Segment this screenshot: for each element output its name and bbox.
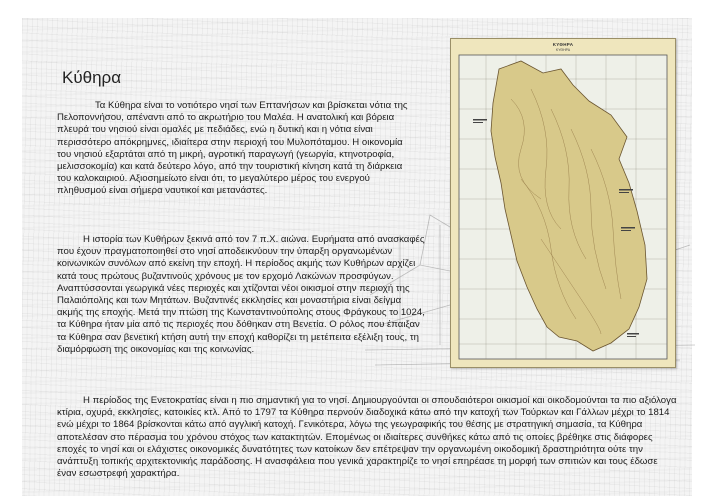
island-map-drawing	[451, 39, 675, 367]
paragraph-venetian-period: Η περίοδος της Ενετοκρατίας είναι η πιο σημαντική για το νησί. Δημιουργούνται οι σπουδαιότεροι οικισμοί και οικοδομούνται τα πιο αξιόλογα κτίρια, οχυρά, εκκλησίες, κατοικίες κτλ. Από το 1797 τα Κύθηρα περνούν διαδοχικά κάτω από την κατοχή των Τούρκων και Γάλλων μέχρι το 1814 ενώ μέχρι το 1864 βρίσκονται κάτω από αγγλική κατοχή. Γενικότερα, λόγω της γεωγραφικής του θέσης με στρατηγική σημασία, τα Κύθηρα αποτελέσαν στο πέρασμα του χρόνου στόχος των κατακτητών. Επομένως οι ιδιαίτερες συνθήκες κάτω από τις οποίες βρέθηκε στις διάφορες εποχές το νησί και οι ελάχιστες οικονομικές δυνατότητες των κατοίκων δεν επέτρεψαν την οργανωμένη οικοδομική δραστηριότητα ούτε την ανάπτυξη τοπικής αρχιτεκτονικής παράδοσης. Η ανασφάλεια που γενικά χαρακτηρίζε το νησί επηρέασε τη μορφή των σπιτιών και τους έδωσε έναν εσωστρεφή χαρακτήρα.	[57, 395, 677, 480]
island-map	[450, 38, 676, 368]
map-subtitle: ΚΥΘΗΡΑ	[555, 48, 571, 52]
page-title: Κύθηρα	[62, 68, 122, 87]
map-title: ΚΥΘΗΡΑ	[552, 42, 574, 47]
paragraph-intro: Τα Κύθηρα είναι το νοτιότερο νησί των Επτανήσων και βρίσκεται νότια της Πελοποννήσου, απέναντι από το ακρωτήριο του Μαλέα. Η ανατολική και βόρεια πλευρά του νησιού είναι ομαλές με πεδιάδες, ενώ η δυτική και η νότια είναι περισσότερο απόκρημνες, ιδιαίτερα στην περιοχή του Μυλοπόταμου. Η οικονομία του νησιού εξαρτάται από τη μικρή, αγροτική παραγωγή (γεωργία, κτηνοτροφία, μελισσοκομία) και κατά δεύτερο λόγο, από την τουριστική κίνηση κατά τη διάρκεια του καλοκαιριού. Αξιοσημείωτο είναι ότι, το μεγαλύτερο μέρος του ενεργού πληθυσμού είναι σήμερα ναυτικοί και μετανάστες.	[57, 100, 408, 197]
paragraph-history: Η ιστορία των Κυθήρων ξεκινά από τον 7 π.Χ. αιώνα. Ευρήματα από ανασκαφές που έχουν πραγματοποιηθεί στο νησί αποδεικνύουν την ύπαρξη οργανωμένων κοινωνικών συνόλων από εκείνη την εποχή. Η περίοδος ακμής των Κυθήρων αρχίζει κατά τους πρώτους βυζαντινούς χρόνους με τον ερχομό Λακώνων προσφύγων. Αναπτύσσονται γεωργικά νέες περιοχές και χτίζονται νέοι οικισμοί στην περιοχή της Παλαιόπολης και των Μητάτων. Βυζαντινές εκκλησίες και μοναστήρια είναι δείγμα ακμής της εποχής. Μετά την πτώση της Κωνσταντινούπολης στους Φράγκους το 1024, τα Κύθηρα ήταν μία από τις περιοχές που δόθηκαν στη Βενετία. Ο ρόλος που έπαιξαν τα Κύθηρα σαν βενετική κτήση αυτή την εποχή καθορίζει τη μετέπειτα εξέλιξη τους, τη διαμόρφωση της οικονομίας και της κοινωνίας.	[57, 234, 425, 355]
